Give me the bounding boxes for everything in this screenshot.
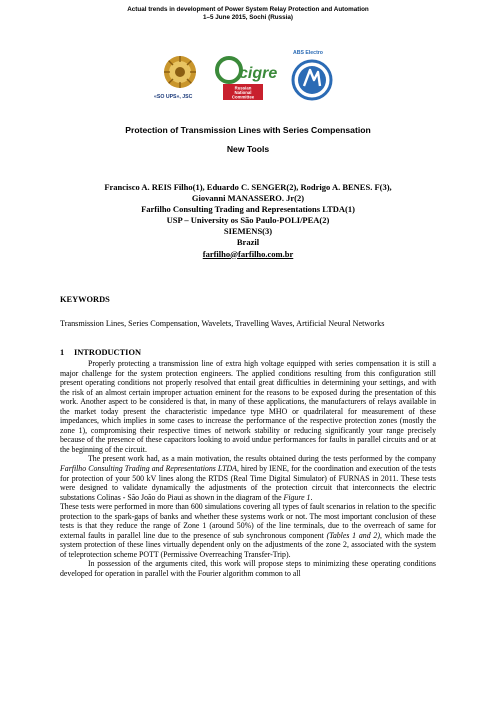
affiliation-farfilho: Farfilho Consulting Trading and Representations LTDA(1) [141,204,355,215]
section-title: INTRODUCTION [74,348,142,357]
keywords-text: Transmission Lines, Series Compensation, Wavelets, Travelling Waves, Artificial Neural Networks [60,319,385,328]
paragraph-text: , which made the system protection of these lines virtually dependent only on the adjustments of the zone 2, associated with the system of teleprotection scheme POTT (Permissive Overreaching Transfer-Trip). [60,530,436,559]
paper-title-line1: Protection of Transmission Lines with Series Compensation [125,125,371,135]
conference-header [0,6,496,22]
cigre-sub-line2: National [234,90,252,95]
conference-title: Actual trends in development of Power System Relay Protection and Automation [127,6,369,13]
so-ups-caption: «SO UPS», JSC [154,94,193,100]
keywords-heading: KEYWORDS [60,295,110,304]
paragraph-text: These tests were performed in more than 600 simulations covering all types of fault scenarios in relation to the specific protection to the spark-gaps of banks and whether these systems work or not. The most important conclusion of these tests is that they reduce the range of Zone 1 (around 50%) of the line terminals, due to the overreach of same for external faults in parallel line due to the presence of sub synchronous component [60,502,436,540]
abs-electro-label: ABS Electro [293,50,323,56]
abs-electro-emblem-icon [288,58,336,102]
paragraph-text: , hired by IENE, for the coordination and execution of the tests for protection of your 500 kV lines along the RTDS (Real Time Digital Simulator) of FURNAS in 2011. These tests were designed to validate dynamically the adjustments of the protection circuit that interconnects the electric substations Colinas - São João do Piaui as shown in the diagram of the [60,464,436,502]
paper-title [0,125,496,155]
cigre-sub-line3: Committee [231,94,255,100]
intro-paragraph-4: In possession of the arguments cited, this work will propose steps to minimizing these operating conditions developed for operation in parallel with the Fourier algorithm common to all [60,559,436,579]
authors-line2: Giovanni MANASSERO. Jr(2) [191,193,305,204]
conference-dates: 1–5 June 2015, Sochi (Russia) [203,14,293,21]
paragraph-text: The present work had, as a main motivation, the results obtained during the tests performed by the company [88,454,436,464]
authors-line1: Francisco A. REIS Filho(1), Eduardo C. SENGER(2), Rodrigo A. BENES. F(3), [104,182,392,192]
country: Brazil [236,237,260,248]
paper-title-line2: New Tools [226,144,270,154]
authors-block [0,182,496,260]
figure-reference: Figure 1 [283,492,311,502]
cigre-logo [215,56,278,102]
intro-paragraph-2 [60,454,436,502]
abs-electro-logo [288,50,336,100]
introduction-body [60,359,436,579]
cigre-emblem-icon [215,56,278,102]
paragraph-text: . [310,492,313,502]
intro-paragraph-1: Properly protecting a transmission line of extra high voltage equipped with series compensation it is still a major challenge for the system protection engineers. The applied conditions resulting from this configuration still present operating conditions not properly resolved that entail great difficulties in determining your settings, and with the risk of an almost certain improper actuation eminent for the reasons to be exposed during the presentation of this work. Another aspect to be considered is that, in many of these applications, the manufacturers of relays available in the market today present the characteristic impedance type MHO or quadrilateral for measurement of these impedances, which implies in some cases to increase the performance of the respective protection zones (mostly the zone 1), compromising their respective times of network stability or reducing significantly your range precisely because of the presence of these capacitors looking to avoid undue performances for faults in parallel circuits and or at the beginning of the circuit. [60,359,436,454]
cigre-wordmark: cigre [239,65,278,82]
cigre-sub-line1: Russian [234,85,252,91]
intro-paragraph-3 [60,502,436,559]
so-ups-logo [154,54,200,100]
affiliation-usp: USP – University os São Paulo-POLI/PEA(2) [166,215,330,226]
logo-strip [0,50,496,105]
tables-reference: (Tables 1 and 2) [326,530,380,540]
affiliation-siemens: SIEMENS(3) [223,226,273,237]
contact-email[interactable]: farfilho@farfilho.com.br [202,248,294,259]
section-number: 1 [60,348,65,357]
company-name: Farfilho Consulting Trading and Representations LTDA [60,464,237,474]
introduction-heading [60,348,141,357]
so-ups-emblem-icon [160,54,200,90]
